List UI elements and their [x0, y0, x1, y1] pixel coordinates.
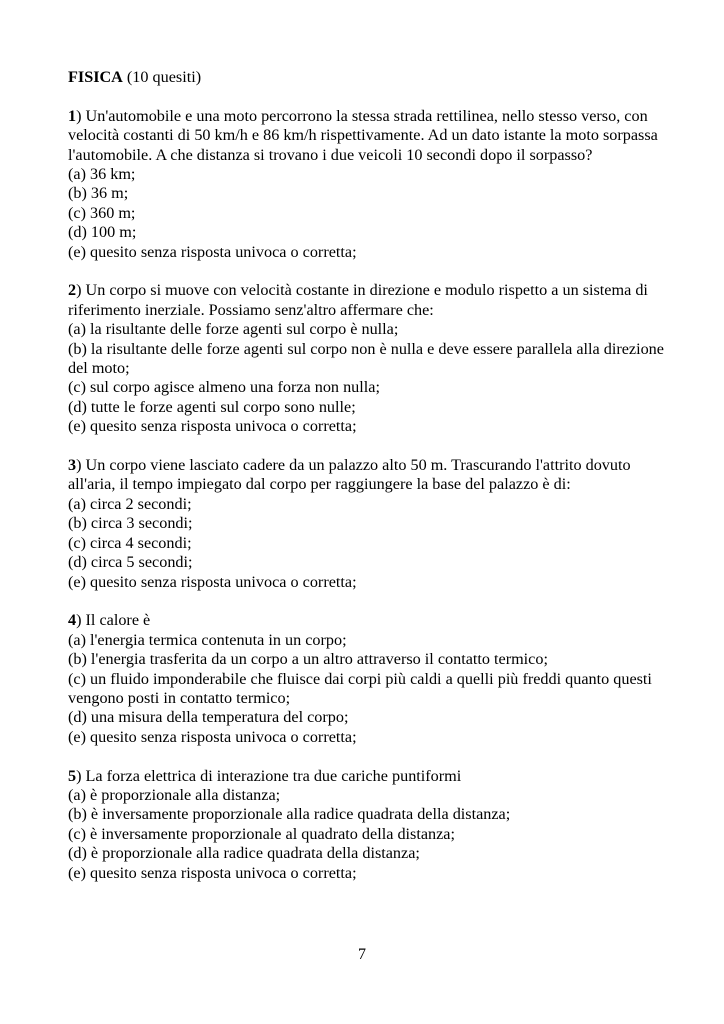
option-a: (a) è proporzionale alla distanza; — [68, 785, 281, 804]
question-body: ) Un'automobile e una moto percorrono la stessa strada rettilinea, nello stesso verso, con velocità costanti di 50 km/h e 86 km/h rispettivamente. Ad un dato istante la moto sorpassa l'automobile. A che distanza si trovano i due veicoli 10 secondi dopo il sorpasso? — [68, 106, 658, 164]
option-e: (e) quesito senza risposta univoca o corretta; — [68, 242, 357, 261]
option-a: (a) circa 2 secondi; — [68, 494, 192, 513]
option-a: (a) 36 km; — [68, 165, 136, 184]
option-c: (c) 360 m; — [68, 203, 136, 222]
question-body: ) La forza elettrica di interazione tra due cariche puntiformi — [76, 766, 462, 785]
option-b: (b) 36 m; — [68, 184, 129, 203]
option-e: (e) quesito senza risposta univoca o corretta; — [68, 863, 357, 882]
option-b: (b) l'energia trasferita da un corpo a un altro attraverso il contatto termico; — [68, 650, 548, 669]
option-e: (e) quesito senza risposta univoca o corretta; — [68, 572, 357, 591]
question-5 — [68, 767, 668, 883]
section-heading — [68, 68, 668, 87]
question-number: 3 — [68, 456, 77, 475]
question-number: 1 — [68, 106, 77, 125]
option-d: (d) una misura della temperatura del corpo; — [68, 708, 349, 727]
option-e: (e) quesito senza risposta univoca o corretta; — [68, 727, 357, 746]
option-a: (a) l'energia termica contenuta in un corpo; — [68, 630, 347, 649]
question-text — [68, 767, 668, 786]
document-page — [68, 68, 668, 902]
option-c: (c) circa 4 secondi; — [68, 533, 192, 552]
option-b: (b) la risultante delle forze agenti sul corpo non è nulla e deve essere parallela alla direzione del moto; — [68, 339, 664, 378]
question-text — [68, 107, 668, 165]
page-number: 7 — [358, 946, 366, 963]
question-3 — [68, 456, 668, 592]
subject-title: FISICA — [68, 68, 123, 86]
question-text — [68, 281, 668, 320]
question-4 — [68, 611, 668, 747]
option-e: (e) quesito senza risposta univoca o corretta; — [68, 417, 357, 436]
question-number: 2 — [68, 281, 77, 300]
option-d: (d) tutte le forze agenti sul corpo sono nulle; — [68, 397, 356, 416]
question-text — [68, 611, 668, 630]
option-d: (d) 100 m; — [68, 223, 137, 242]
question-number: 4 — [68, 611, 77, 630]
question-number: 5 — [68, 766, 77, 785]
option-a: (a) la risultante delle forze agenti sul corpo è nulla; — [68, 320, 399, 339]
option-c: (c) è inversamente proporzionale al quadrato della distanza; — [68, 824, 455, 843]
option-d: (d) circa 5 secondi; — [68, 553, 193, 572]
question-1 — [68, 107, 668, 262]
option-d: (d) è proporzionale alla radice quadrata della distanza; — [68, 844, 420, 863]
option-b: (b) è inversamente proporzionale alla radice quadrata della distanza; — [68, 805, 511, 824]
question-2 — [68, 281, 668, 436]
question-text — [68, 456, 668, 495]
option-b: (b) circa 3 secondi; — [68, 514, 193, 533]
question-body: ) Un corpo si muove con velocità costante in direzione e modulo rispetto a un sistema di riferimento inerziale. Possiamo senz'altro affermare che: — [68, 281, 648, 319]
question-body: ) Un corpo viene lasciato cadere da un palazzo alto 50 m. Trascurando l'attrito dovuto all'aria, il tempo impiegato dal corpo per raggiungere la base del palazzo è di: — [68, 456, 631, 494]
question-body: ) Il calore è — [76, 611, 151, 630]
option-c: (c) sul corpo agisce almeno una forza non nulla; — [68, 378, 380, 397]
question-count: (10 quesiti) — [122, 68, 202, 86]
option-c: (c) un fluido imponderabile che fluisce dai corpi più caldi a quelli più freddi quanto questi vengono posti in contatto termico; — [68, 669, 652, 707]
